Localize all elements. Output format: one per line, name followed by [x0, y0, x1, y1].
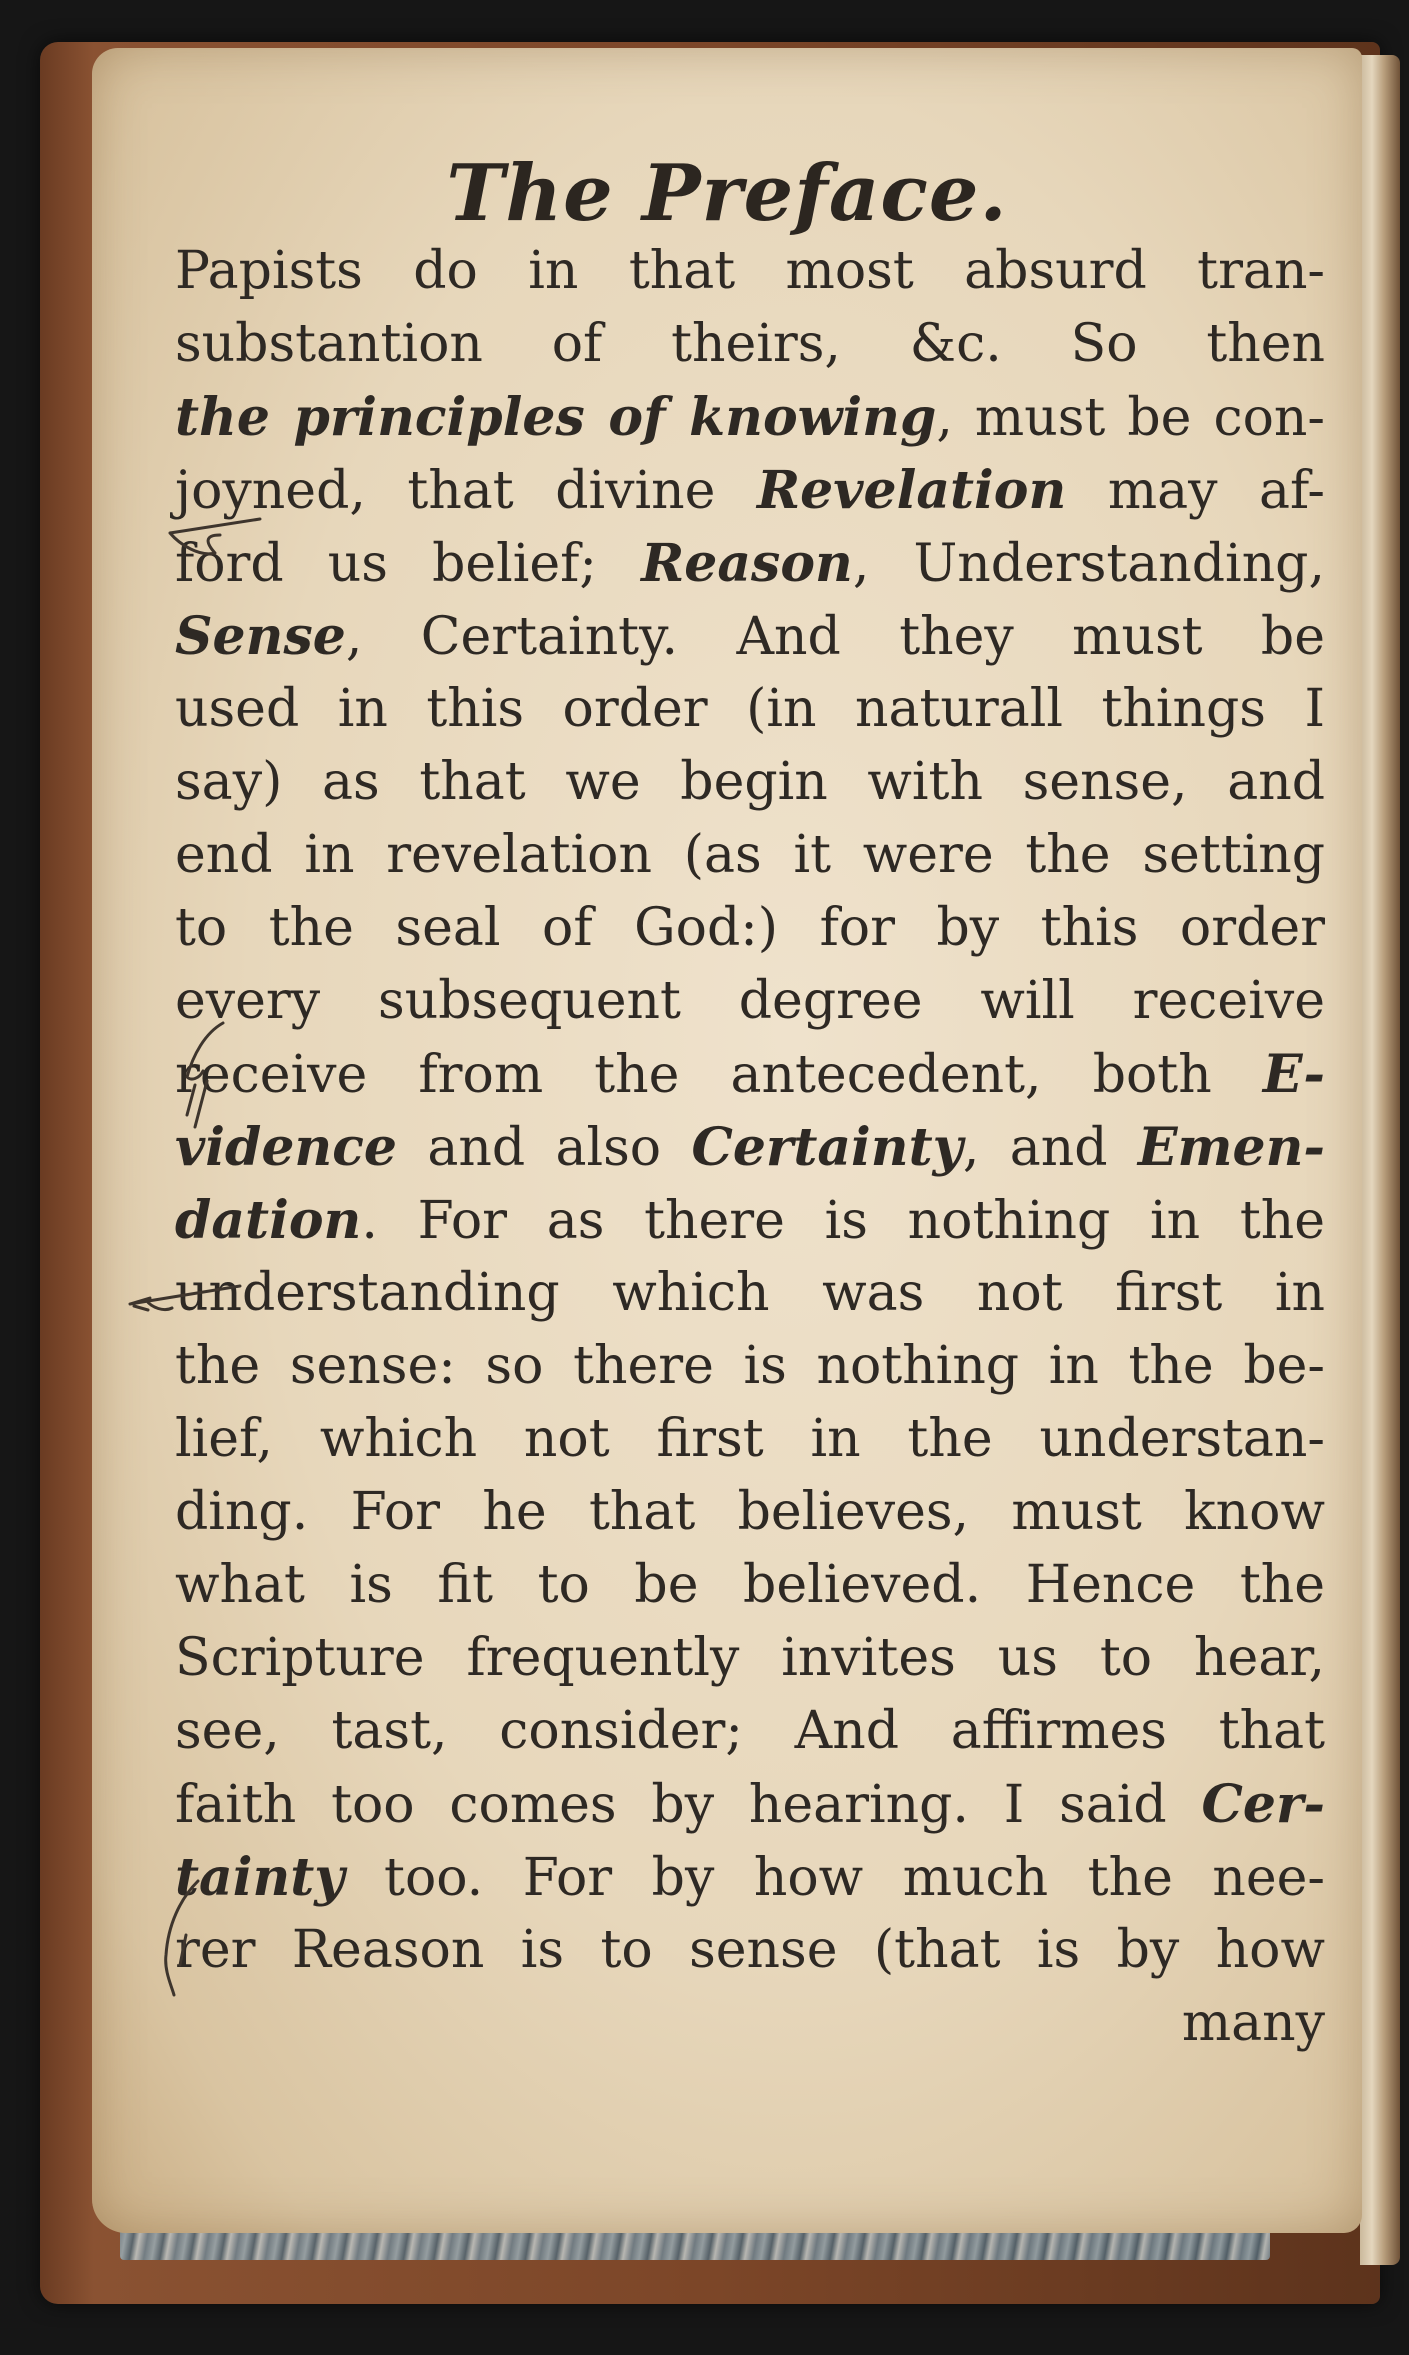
text-segment: ford us belief; — [175, 534, 642, 594]
text-segment: understanding which was not first in — [175, 1263, 1325, 1323]
preface-text — [175, 235, 1325, 2060]
text-segment: receive from the antecedent, both — [175, 1045, 1263, 1105]
manicule-mark-3 — [118, 1270, 248, 1330]
text-segment: and also — [396, 1118, 692, 1178]
text-segment: , must be con- — [936, 388, 1325, 448]
text-line — [175, 1768, 1325, 1841]
text-line — [175, 1257, 1325, 1330]
text-line — [175, 527, 1325, 600]
text-line — [175, 892, 1325, 965]
text-line — [175, 1622, 1325, 1695]
text-segment: ding. For he that believes, must know — [175, 1482, 1325, 1542]
italic-text-segment: the principles of knowing — [175, 387, 937, 448]
text-line — [175, 1841, 1325, 1914]
text-segment: used in this order (in naturall things I — [175, 679, 1325, 739]
text-segment: say) as that we begin with sense, and — [175, 752, 1325, 812]
text-segment: , and — [962, 1118, 1138, 1178]
italic-text-segment: vidence — [175, 1117, 397, 1178]
italic-text-segment: Cer- — [1201, 1774, 1325, 1835]
text-segment: , Understanding, — [852, 534, 1325, 594]
text-line — [175, 1476, 1325, 1549]
text-line — [175, 746, 1325, 819]
text-line — [175, 673, 1325, 746]
text-segment: too. For by how much the nee- — [344, 1848, 1325, 1908]
italic-text-segment: Certainty — [691, 1117, 963, 1178]
manicule-mark-4 — [150, 1875, 220, 2005]
text-line — [175, 308, 1325, 381]
manicule-mark-1 — [160, 505, 270, 575]
text-line — [175, 235, 1325, 308]
text-line — [175, 1111, 1325, 1184]
text-line — [175, 1914, 1325, 1987]
text-line — [175, 965, 1325, 1038]
italic-text-segment: Reason — [641, 533, 853, 594]
text-segment: substantion of theirs, &c. So then — [175, 314, 1325, 374]
text-segment: may af- — [1066, 461, 1325, 521]
text-line — [175, 1038, 1325, 1111]
text-line — [175, 1184, 1325, 1257]
text-line — [175, 1330, 1325, 1403]
text-segment: the sense: so there is nothing in the be- — [175, 1336, 1325, 1396]
text-line — [175, 1695, 1325, 1768]
text-segment: to the seal of God:) for by this order — [175, 898, 1325, 958]
text-segment: every subsequent degree will receive — [175, 971, 1325, 1031]
italic-text-segment: Sense — [175, 606, 346, 667]
italic-text-segment: Emen- — [1137, 1117, 1325, 1178]
text-segment: rer Reason is to sense (that is by how — [175, 1920, 1325, 1980]
manicule-mark-2 — [165, 1015, 245, 1135]
text-line — [175, 819, 1325, 892]
text-segment: end in revelation (as it were the setting — [175, 825, 1325, 885]
page-header: The Preface. — [446, 148, 1008, 239]
text-segment: Papists do in that most absurd tran- — [175, 241, 1325, 301]
text-line — [175, 1403, 1325, 1476]
text-segment: Scripture frequently invites us to hear, — [175, 1628, 1325, 1688]
text-segment: joyned, that divine — [175, 461, 757, 521]
text-segment: . For as there is nothing in the — [361, 1191, 1325, 1251]
italic-text-segment: tainty — [175, 1847, 345, 1908]
italic-text-segment: dation — [175, 1190, 362, 1251]
text-line — [175, 1549, 1325, 1622]
text-segment: what is fit to be believed. Hence the — [175, 1555, 1325, 1615]
text-segment: faith too comes by hearing. I said — [175, 1775, 1202, 1835]
page-stack-edge — [1360, 55, 1400, 2265]
italic-text-segment: Revelation — [756, 460, 1067, 521]
text-segment: see, tast, consider; And affirmes that — [175, 1701, 1325, 1761]
text-segment: lief, which not first in the understan- — [175, 1409, 1325, 1469]
text-line — [175, 600, 1325, 673]
text-line — [175, 381, 1325, 454]
catchword: many — [1181, 1993, 1325, 2053]
text-line — [175, 454, 1325, 527]
text-segment: , Certainty. And they must be — [345, 607, 1325, 667]
italic-text-segment: E- — [1262, 1044, 1325, 1105]
